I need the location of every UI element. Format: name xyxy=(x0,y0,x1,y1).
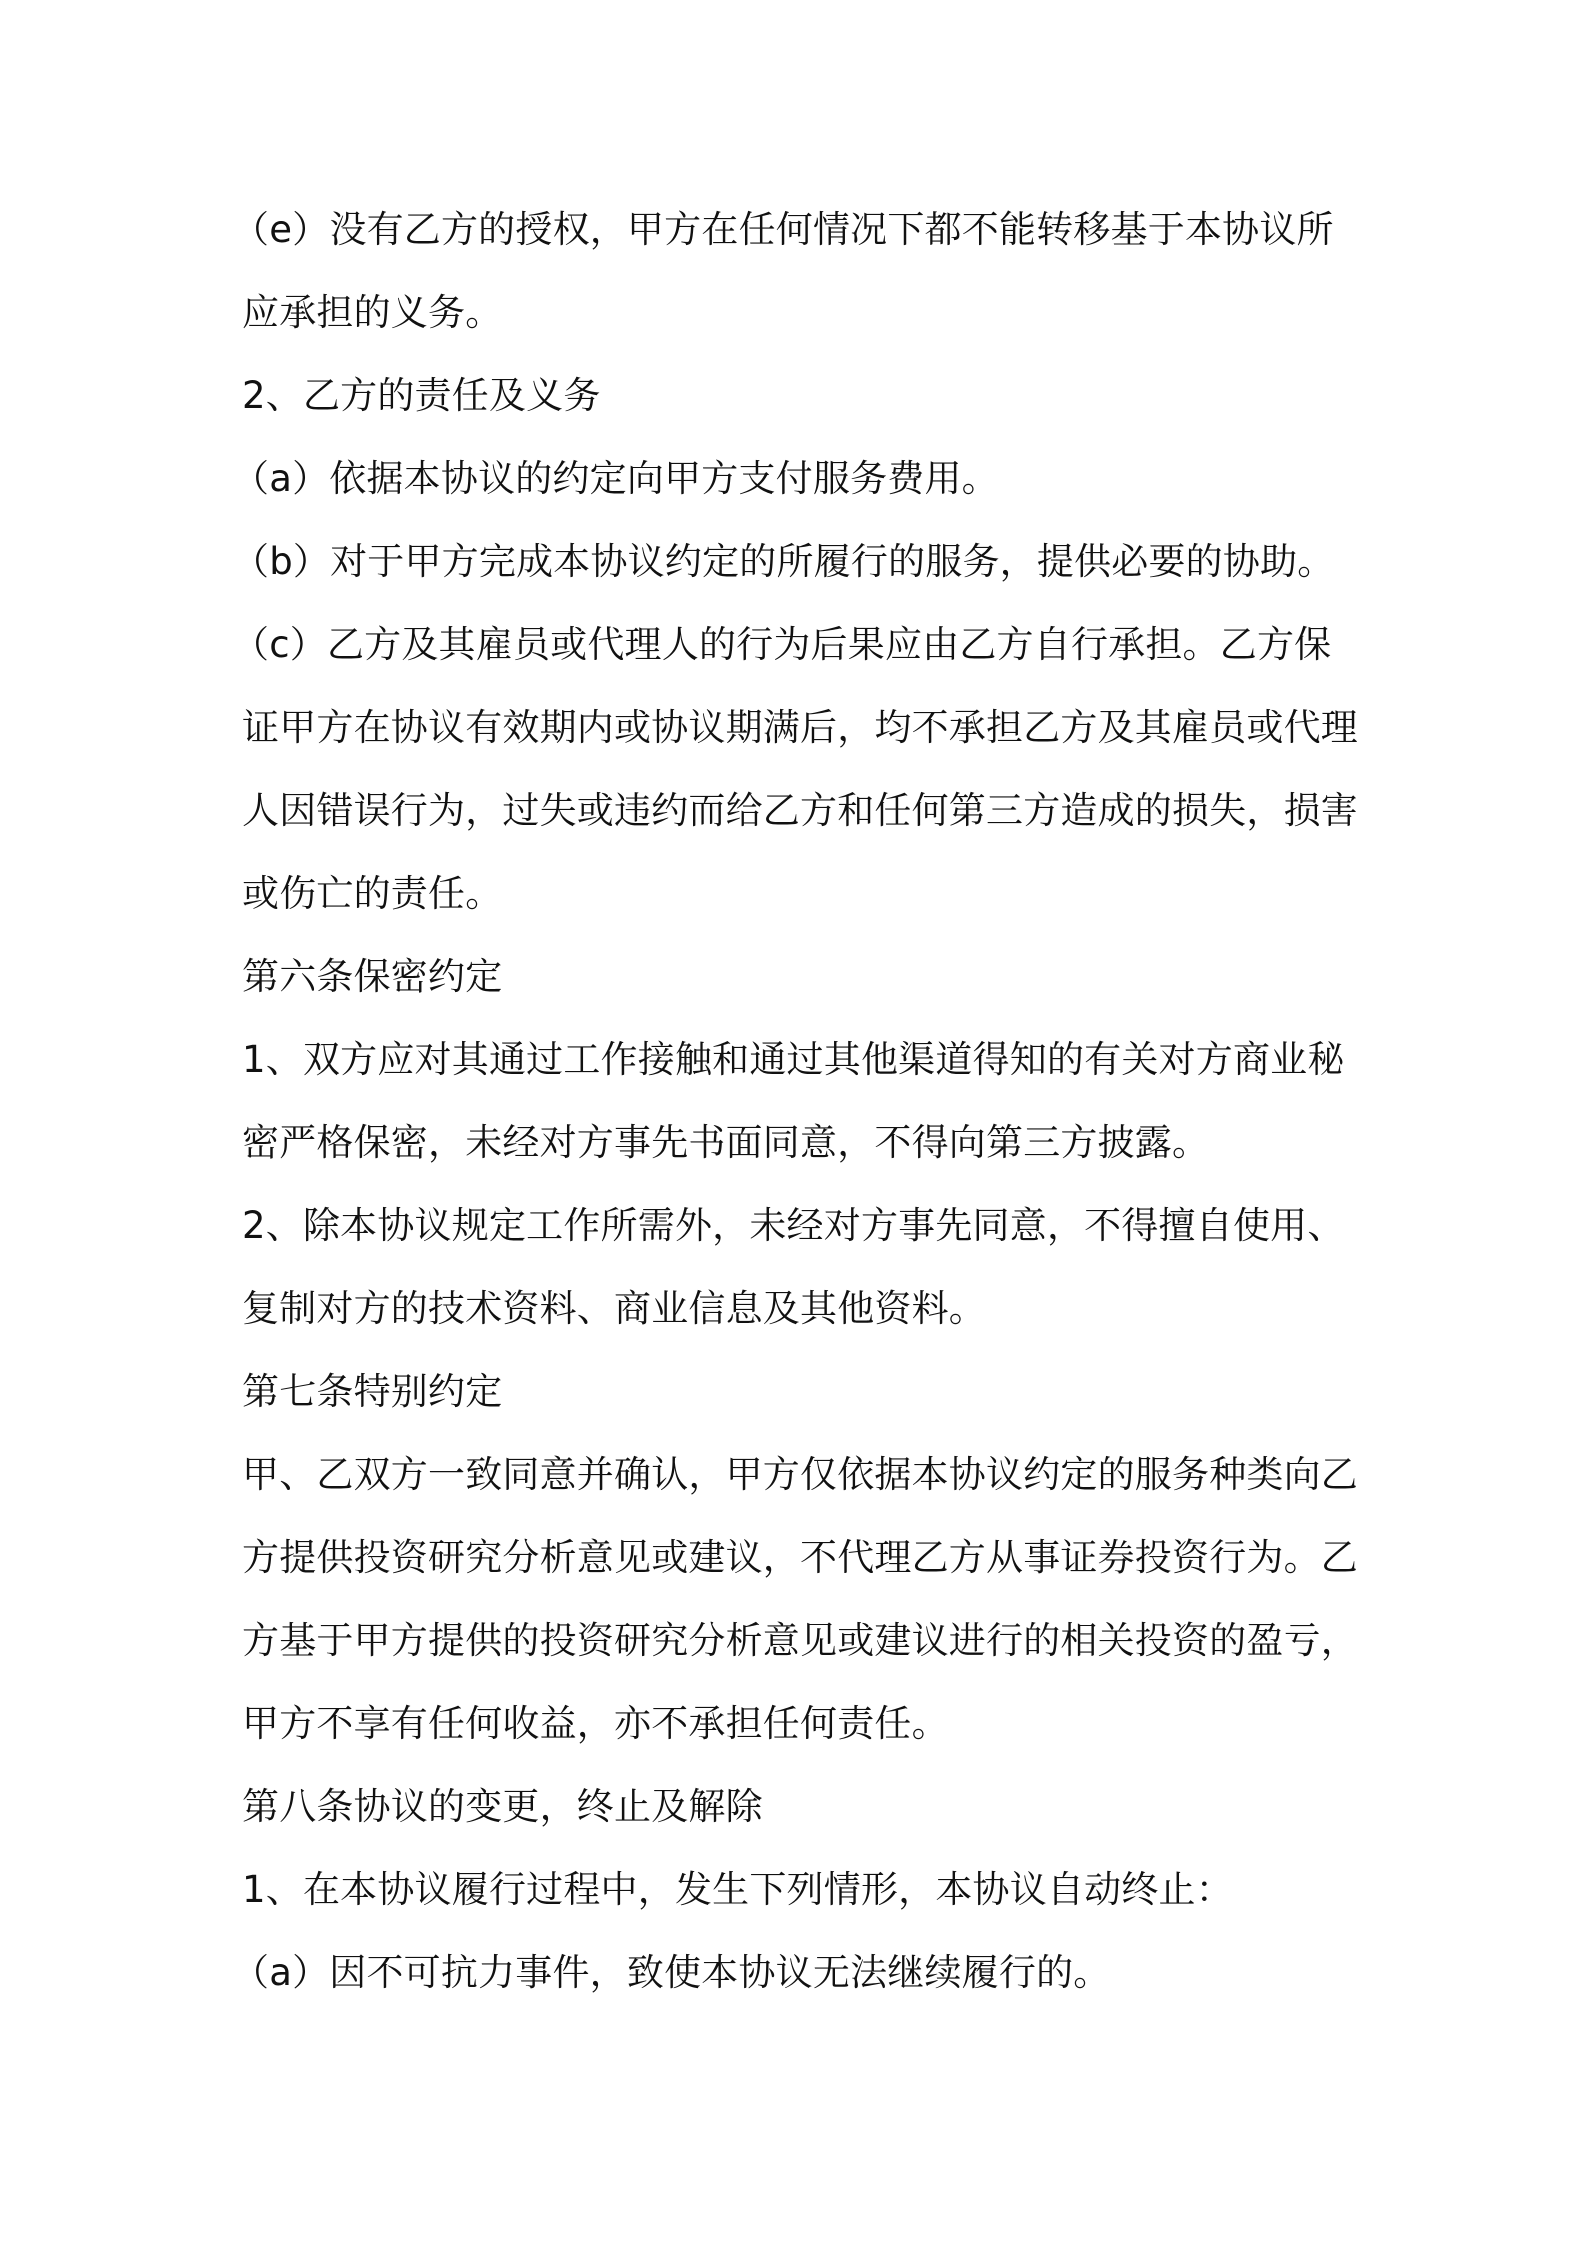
text-line-confidentiality-2: 2、除本协议规定工作所需外，未经对方事先同意，不得擅自使用、 xyxy=(242,1204,1345,1247)
text-line-e-clause: （e）没有乙方的授权，甲方在任何情况下都不能转移基于本协议所 xyxy=(232,208,1334,251)
text-line-c-clause: （c）乙方及其雇员或代理人的行为后果应由乙方自行承担。乙方保 xyxy=(232,623,1332,666)
text-line-confidentiality-1: 1、双方应对其通过工作接触和通过其他渠道得知的有关对方商业秘 xyxy=(242,1038,1345,1081)
article-heading-special-terms: 第七条特别约定 xyxy=(242,1370,503,1413)
text-line-special-terms-2: 方提供投资研究分析意见或建议，不代理乙方从事证券投资行为。乙 xyxy=(242,1536,1358,1579)
text-line-confidentiality-1-cont: 密严格保密，未经对方事先书面同意，不得向第三方披露。 xyxy=(242,1121,1210,1164)
article-heading-amendment: 第八条协议的变更，终止及解除 xyxy=(242,1785,763,1828)
text-line-confidentiality-2-cont: 复制对方的技术资料、商业信息及其他资料。 xyxy=(242,1287,986,1330)
text-line-amendment-1: 1、在本协议履行过程中，发生下列情形，本协议自动终止： xyxy=(242,1868,1233,1911)
text-line-special-terms-4: 甲方不享有任何收益，亦不承担任何责任。 xyxy=(242,1702,949,1745)
text-line-c-clause-cont-2: 人因错误行为，过失或违约而给乙方和任何第三方造成的损失，损害 xyxy=(242,789,1358,832)
text-line-special-terms-1: 甲、乙双方一致同意并确认，甲方仅依据本协议约定的服务种类向乙 xyxy=(242,1453,1358,1496)
text-line-c-clause-cont-1: 证甲方在协议有效期内或协议期满后，均不承担乙方及其雇员或代理 xyxy=(242,706,1358,749)
text-line-amendment-a: （a）因不可抗力事件，致使本协议无法继续履行的。 xyxy=(232,1951,1111,1994)
article-heading-confidentiality: 第六条保密约定 xyxy=(242,955,503,998)
text-line-e-clause-cont: 应承担的义务。 xyxy=(242,291,503,334)
text-line-a-clause: （a）依据本协议的约定向甲方支付服务费用。 xyxy=(232,457,999,500)
text-line-b-clause: （b）对于甲方完成本协议约定的所履行的服务，提供必要的协助。 xyxy=(232,540,1335,583)
section-heading-party-b-duties: 2、乙方的责任及义务 xyxy=(242,374,601,417)
text-line-special-terms-3: 方基于甲方提供的投资研究分析意见或建议进行的相关投资的盈亏， xyxy=(242,1619,1358,1662)
text-line-c-clause-cont-3: 或伤亡的责任。 xyxy=(242,872,503,915)
